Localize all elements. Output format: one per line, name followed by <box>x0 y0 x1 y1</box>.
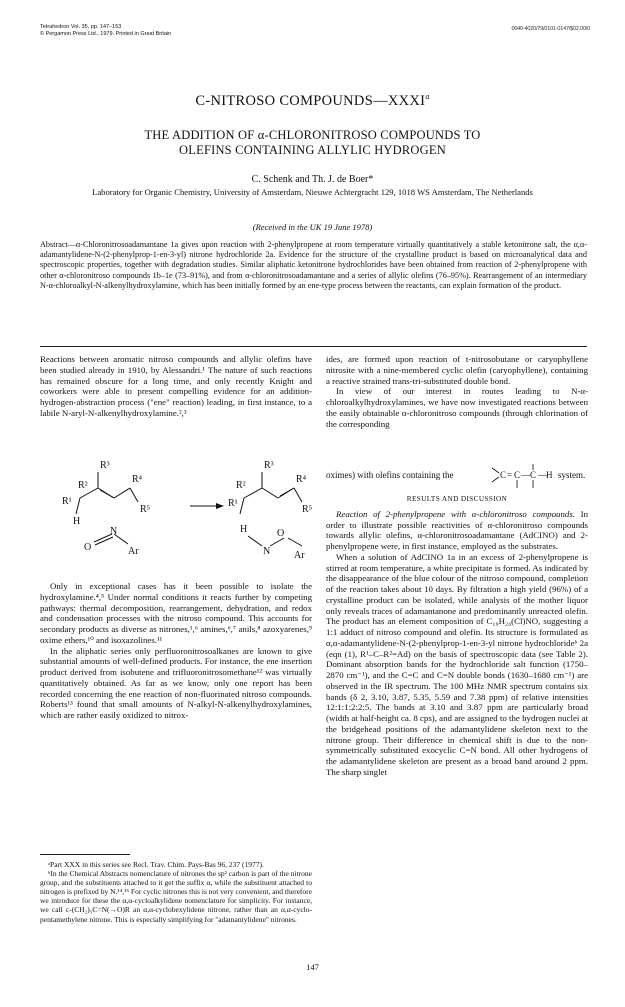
received-date: (Received in the UK 19 June 1978) <box>252 222 373 232</box>
system-c1: C <box>500 470 507 480</box>
authors: C. Schenk and Th. J. de Boer* <box>251 174 374 185</box>
footnotes <box>40 860 312 924</box>
scheme-n-left: N <box>110 526 118 537</box>
scheme-r2-right: R² <box>236 480 246 491</box>
intro-paragraph: Reactions between aromatic nitroso compounds and allylic olefins have been studied already in 1910, by Alessandri.¹ The nature of such reactions has remained obscure for a long time, and only recently Knight and coworkers were able to present compelling evidence for an addition-hydrogen-abstraction process ("ene" reaction) leading, in first instance, to a labile N-aryl-N-alkenylhydroxylamine.²,³ <box>40 354 312 418</box>
system-prefix: oximes) with olefins containing the <box>326 470 454 480</box>
scheme-r2-left: R² <box>78 480 88 491</box>
col2-paragraph-2: In view of our interest in routes leading to N-α-chloroalkylhydroxylamines, we have now investigated reactions between the easily obtainable α-chloronitroso compounds (through chlorination of the corresponding <box>326 386 588 429</box>
scheme-n-right: N <box>263 546 271 557</box>
scheme-o-left: O <box>84 542 92 553</box>
scheme-r1-left: R¹ <box>62 496 72 507</box>
affiliation: Laboratory for Organic Chemistry, University of Amsterdam, Nieuwe Achtergracht 129, 1018 WS Amsterdam, The Netherlands <box>92 187 533 197</box>
scheme-r3-right: R³ <box>264 460 274 471</box>
scheme-r4-left: R⁴ <box>132 474 143 485</box>
scheme-r5-left: R⁵ <box>140 504 151 515</box>
col2-subsection <box>326 509 588 552</box>
scheme-r1-right: R¹ <box>228 498 238 509</box>
footnote-a: ᵃPart XXX in this series see Recl. Trav. Chim. Pays-Bas 96, 237 (1977). <box>48 860 264 869</box>
scheme-r3-left: R³ <box>100 460 110 471</box>
col1-paragraph-1: Only in exceptional cases has it been possible to isolate the hydroxylamine.⁴,⁵ Under normal conditions it reacts further by competing pathways: thermal decomposition, rearrangement, dehydration, and redox and condensation processes with the nitroso compound. This accounts for secondary products as diverse as nitrones,¹,⁶ amines,⁶,⁷ anils,⁸ azoxyarenes,⁹ oxime ethers,¹⁰ and isoxazolines.¹¹ <box>40 581 312 645</box>
page-number: 147 <box>306 962 319 972</box>
system-double-bond: = <box>507 470 513 480</box>
col2-paragraph-1: ides, are formed upon reaction of t-nitrosobutane or caryophyllene nitrosite with a nine-membered cyclic olefin (caryophyllene), containing a reactive strained trans-tri-substituted double bond. <box>326 354 588 386</box>
scheme-r5-right: R⁵ <box>302 504 312 515</box>
footnote-divider <box>40 854 130 855</box>
system-single-bond: — <box>521 470 530 480</box>
system-bond-to-h: — <box>538 470 547 480</box>
abstract: Abstract—α-Chloronitrosoadamantane 1a gives upon reaction with 2-phenylpropene at room temperature virtually quantitatively a stable ketonitrone salt, the α,α-adamantylidene-N-(2-phenylprop-1-en-3-yl) nitrone hydrochloride 2a. Evidence for the structure of the crystalline product is based on microanalytical data and spectroscopic properties, together with degradation studies. Similar aliphatic ketonitrone hydrochlorides have been obtained from reaction of 2-phenylpropene with other α-chloronitroso compounds 1b–1e (73–91%), and from α-chloronitrosoadamantane and a series of allylic olefins (76–95%). Rearrangement of an intermediary N-α-chloroalkyl-N-alkenylhydroxylamine, which has been initially formed by an ene-type process between the reactants, can explain formation of the product. <box>40 240 587 290</box>
scheme-h-right: H <box>240 524 248 535</box>
footnote-b: ᵇIn the Chemical Abstracts nomenclature of nitrones the sp² carbon is part of the nitrone group, and the substituents attached to it get the suffix α, while the substituent attached to nitrogen is prefixed by N.¹⁴,¹⁵ For cyclic nitrones this is not very convenient, and therefore we introduce for these the α,α-cycloalkylidene nomenclature for simplicity. For instance, we call c-(CH₂)₅C=N(→O)R an α,α-cyclobexylidene nitrone, rather than an α,α-cyclo-pentamethylene nitrone. This is especially simplifying for "adamantylidene" nitrones. <box>40 869 312 924</box>
ene-reaction-scheme <box>40 446 312 576</box>
column-2-body <box>326 494 588 778</box>
col2-paragraph-3: When a solution of AdCINO 1a in an excess of 2-phenylpropene is stirred at room temperature, a white precipitate is formed. As indicated by the disappearance of the blue colour of the nitroso compound, completion of the reaction takes about 10 days. By filtration a high yield (96%) of a crystalline product can be isolated, while analysis of the mother liquor only reveals traces of adamantanone and predominantly unreacted olefin. The product has an element composition of C₁₉H₂₄(Cl)NO, suggesting a 1:1 adduct of nitroso compound and olefin. Its structure is formulated as α,α-adamantylidene-N-(2-phenylprop-1-en-3-yl nitrone hydrochlorideᵇ 2a (eqn (1), R¹–C–R²=Ad) on the basis of spectroscopic data (see Table 2). Dominant absorption bands for the hydrochloride salt function (1750–2870 cm⁻¹), and the C=C and C=N double bonds (1630–1680 cm⁻¹) are observed in the IR spectrum. The 100 MHz NMR spectrum contains six bands (δ 2, 3.10, 3.87, 5.35, 5.59 and 7.38 ppm) of relative intensities 12:1:1:2:2:5. The bands at 3.10 and 3.87 ppm are particularly broad (width at half-height ca. 8 cps), and are assigned to the hydrogen nuclei at the bridgehead positions of the adamantylidene skeleton next to the nitrone group. Their difference in chemical shift is due to the non-symmetrically substituted exocyclic C=N bond. All other hydrogens of the adamantylidene skeleton are present as a broad band around 2 ppm. The sharp singlet <box>326 551 588 777</box>
article-title <box>0 92 625 110</box>
publisher-line: © Pergamon Press Ltd., 1979. Printed in Great Britain <box>40 31 172 37</box>
scheme-ar-left: Ar <box>128 546 139 557</box>
col1-paragraph-2: In the aliphatic series only perfluoronitrosoalkanes are known to give substantial amounts of well-defined products. For instance, the ene insertion product derived from isobutene and trifluoronitrosomethane¹² was virtually quantitatively obtained. As far as we know, only one report has been recorded concerning the ene reaction of non-fluorinated nitroso compounds. Roberts¹³ found that small amounts of N-alkyl-N-alkenylhydroxylamines, which are rather easily oxidized to nitrox- <box>40 645 312 720</box>
reaction-arrow-icon <box>216 503 224 509</box>
subsection-title: Reaction of 2-phenylpropene with α-chloronitroso compounds. <box>336 508 575 519</box>
system-c2: C <box>514 470 521 480</box>
article-subtitle: THE ADDITION OF α-CHLORONITROSO COMPOUNDS TO OLEFINS CONTAINING ALLYLIC HYDROGEN <box>144 128 481 157</box>
column-2-intro <box>326 354 588 429</box>
scheme-r4-right: R⁴ <box>296 474 307 485</box>
journal-line: Tetrahedron Vol. 35, pp. 147–153 <box>40 24 122 30</box>
system-c3: C <box>530 470 537 480</box>
title-footnote-mark: a <box>425 92 430 101</box>
column-1-body <box>40 581 312 721</box>
scheme-ar-right: Ar <box>294 550 305 561</box>
journal-header <box>40 24 300 38</box>
article-code: 0040-4020/79/0101-0147/$02.00/0 <box>511 26 590 32</box>
title-text: C-NITROSO COMPOUNDS—XXXI <box>195 92 426 109</box>
system-h: H <box>546 470 553 480</box>
scheme-o-right: O <box>277 528 285 539</box>
system-suffix: system. <box>558 470 586 480</box>
column-1-intro <box>40 354 312 419</box>
olefin-system-formula <box>326 460 588 490</box>
abstract-divider <box>40 346 587 347</box>
subsection-text: In order to illustrate possible reactivities of α-chloronitroso compounds towards allylic olefins, α-chloronitrosoadamantane (AdCINO) and 2-phenylpropene were, in first instance, employed as the substrates. <box>326 508 589 551</box>
results-heading: RESULTS AND DISCUSSION <box>406 495 508 503</box>
scheme-h-left: H <box>73 516 81 527</box>
